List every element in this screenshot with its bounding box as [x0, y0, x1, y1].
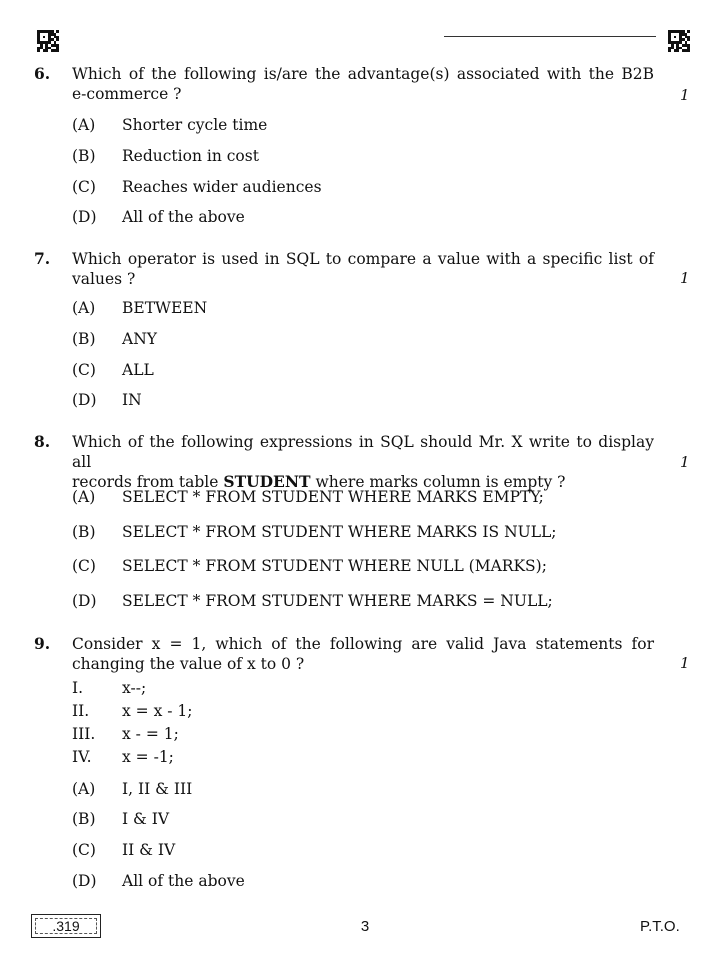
- qr-module: [687, 30, 690, 33]
- option-text: SELECT * FROM STUDENT WHERE MARKS IS NULL;: [122, 523, 557, 541]
- option: [0, 330, 727, 350]
- option: [0, 116, 727, 136]
- question-text-line: Which operator is used in SQL to compare a value with a specific list of: [72, 250, 654, 268]
- statement-label: II.: [72, 702, 90, 720]
- question-text-line: values ?: [72, 270, 136, 288]
- question-number: 6.: [34, 64, 51, 83]
- option: [0, 178, 727, 198]
- statement-text: x = -1;: [122, 748, 174, 766]
- option: [0, 523, 727, 543]
- option-label: (A): [72, 488, 96, 506]
- qr-module: [56, 49, 59, 52]
- statement: [0, 725, 727, 745]
- question-text-fragment: records from table: [72, 473, 224, 491]
- qr-module: [674, 36, 677, 39]
- option-text: SELECT * FROM STUDENT WHERE MARKS EMPTY;: [122, 488, 544, 506]
- option: [0, 780, 727, 800]
- statement-label: III.: [72, 725, 96, 743]
- option: [0, 557, 727, 577]
- statement: [0, 702, 727, 722]
- qr-module: [687, 38, 690, 41]
- option-label: (C): [72, 557, 96, 575]
- question-marks: 1: [680, 453, 690, 471]
- option-label: (B): [72, 147, 96, 165]
- qr-module: [45, 49, 48, 52]
- qr-module: [687, 49, 690, 52]
- question-text-line: Which of the following expressions in SQL should Mr. X write to display all: [72, 433, 654, 471]
- option: [0, 147, 727, 167]
- qr-module: [37, 49, 40, 52]
- option-label: (D): [72, 208, 97, 226]
- option: [0, 872, 727, 892]
- statement-label: IV.: [72, 748, 92, 766]
- option: [0, 810, 727, 830]
- qr-module: [676, 49, 679, 52]
- option-text: All of the above: [122, 208, 245, 226]
- statement-text: x = x - 1;: [122, 702, 193, 720]
- option-text: Reaches wider audiences: [122, 178, 322, 196]
- option: [0, 361, 727, 381]
- question-text: [72, 64, 654, 104]
- option-text: Reduction in cost: [122, 147, 259, 165]
- option: [0, 391, 727, 411]
- option-text: Shorter cycle time: [122, 116, 268, 134]
- question-number: 7.: [34, 249, 51, 268]
- option-label: (D): [72, 592, 97, 610]
- option: [0, 592, 727, 612]
- question-text: [72, 432, 654, 492]
- option-label: (C): [72, 361, 96, 379]
- pto-label: P.T.O.: [640, 918, 680, 935]
- statement-label: I.: [72, 679, 84, 697]
- qr-module: [56, 30, 59, 33]
- option-label: (B): [72, 810, 96, 828]
- question-text-line: e-commerce ?: [72, 85, 182, 103]
- option-label: (B): [72, 523, 96, 541]
- header-rule: [444, 36, 656, 37]
- page-number: 3: [360, 918, 370, 935]
- option-text: I, II & III: [122, 780, 193, 798]
- question-text: [72, 249, 654, 289]
- statement-text: x--;: [122, 679, 147, 697]
- question-text-fragment: where marks column is empty ?: [310, 473, 566, 491]
- statement-text: x - = 1;: [122, 725, 179, 743]
- option: [0, 299, 727, 319]
- option-label: (D): [72, 391, 97, 409]
- qr-code-icon: [668, 30, 690, 52]
- question-number: 8.: [34, 432, 51, 451]
- qr-module: [43, 36, 46, 39]
- option-text: IN: [122, 391, 142, 409]
- qr-code-icon: [37, 30, 59, 52]
- statement: [0, 679, 727, 699]
- option-label: (A): [72, 116, 96, 134]
- option-label: (B): [72, 330, 96, 348]
- option-label: (C): [72, 841, 96, 859]
- question-marks: 1: [680, 86, 690, 104]
- option-text: SELECT * FROM STUDENT WHERE NULL (MARKS);: [122, 557, 547, 575]
- option-text: SELECT * FROM STUDENT WHERE MARKS = NULL;: [122, 592, 553, 610]
- paper-code-box: [31, 914, 101, 938]
- statement: [0, 748, 727, 768]
- option-text: II & IV: [122, 841, 176, 859]
- question-marks: 1: [680, 654, 690, 672]
- paper-code: .319: [52, 918, 80, 934]
- option: [0, 208, 727, 228]
- option-text: ANY: [122, 330, 157, 348]
- table-name-bold: STUDENT: [223, 472, 311, 491]
- question-text-line: changing the value of x to 0 ?: [72, 655, 305, 673]
- option-label: (A): [72, 299, 96, 317]
- option-label: (A): [72, 780, 96, 798]
- question-text-line: Consider x = 1, which of the following are valid Java statements for: [72, 635, 654, 653]
- question-number: 9.: [34, 634, 51, 653]
- option-label: (D): [72, 872, 97, 890]
- option-text: I & IV: [122, 810, 170, 828]
- option-text: BETWEEN: [122, 299, 208, 317]
- qr-module: [668, 49, 671, 52]
- option: [0, 841, 727, 861]
- option-label: (C): [72, 178, 96, 196]
- question-text-line: Which of the following is/are the advantage(s) associated with the B2B: [72, 65, 654, 83]
- option-text: ALL: [122, 361, 154, 379]
- question-text: [72, 634, 654, 674]
- question-marks: 1: [680, 269, 690, 287]
- option-text: All of the above: [122, 872, 245, 890]
- qr-module: [56, 38, 59, 41]
- option: [0, 488, 727, 508]
